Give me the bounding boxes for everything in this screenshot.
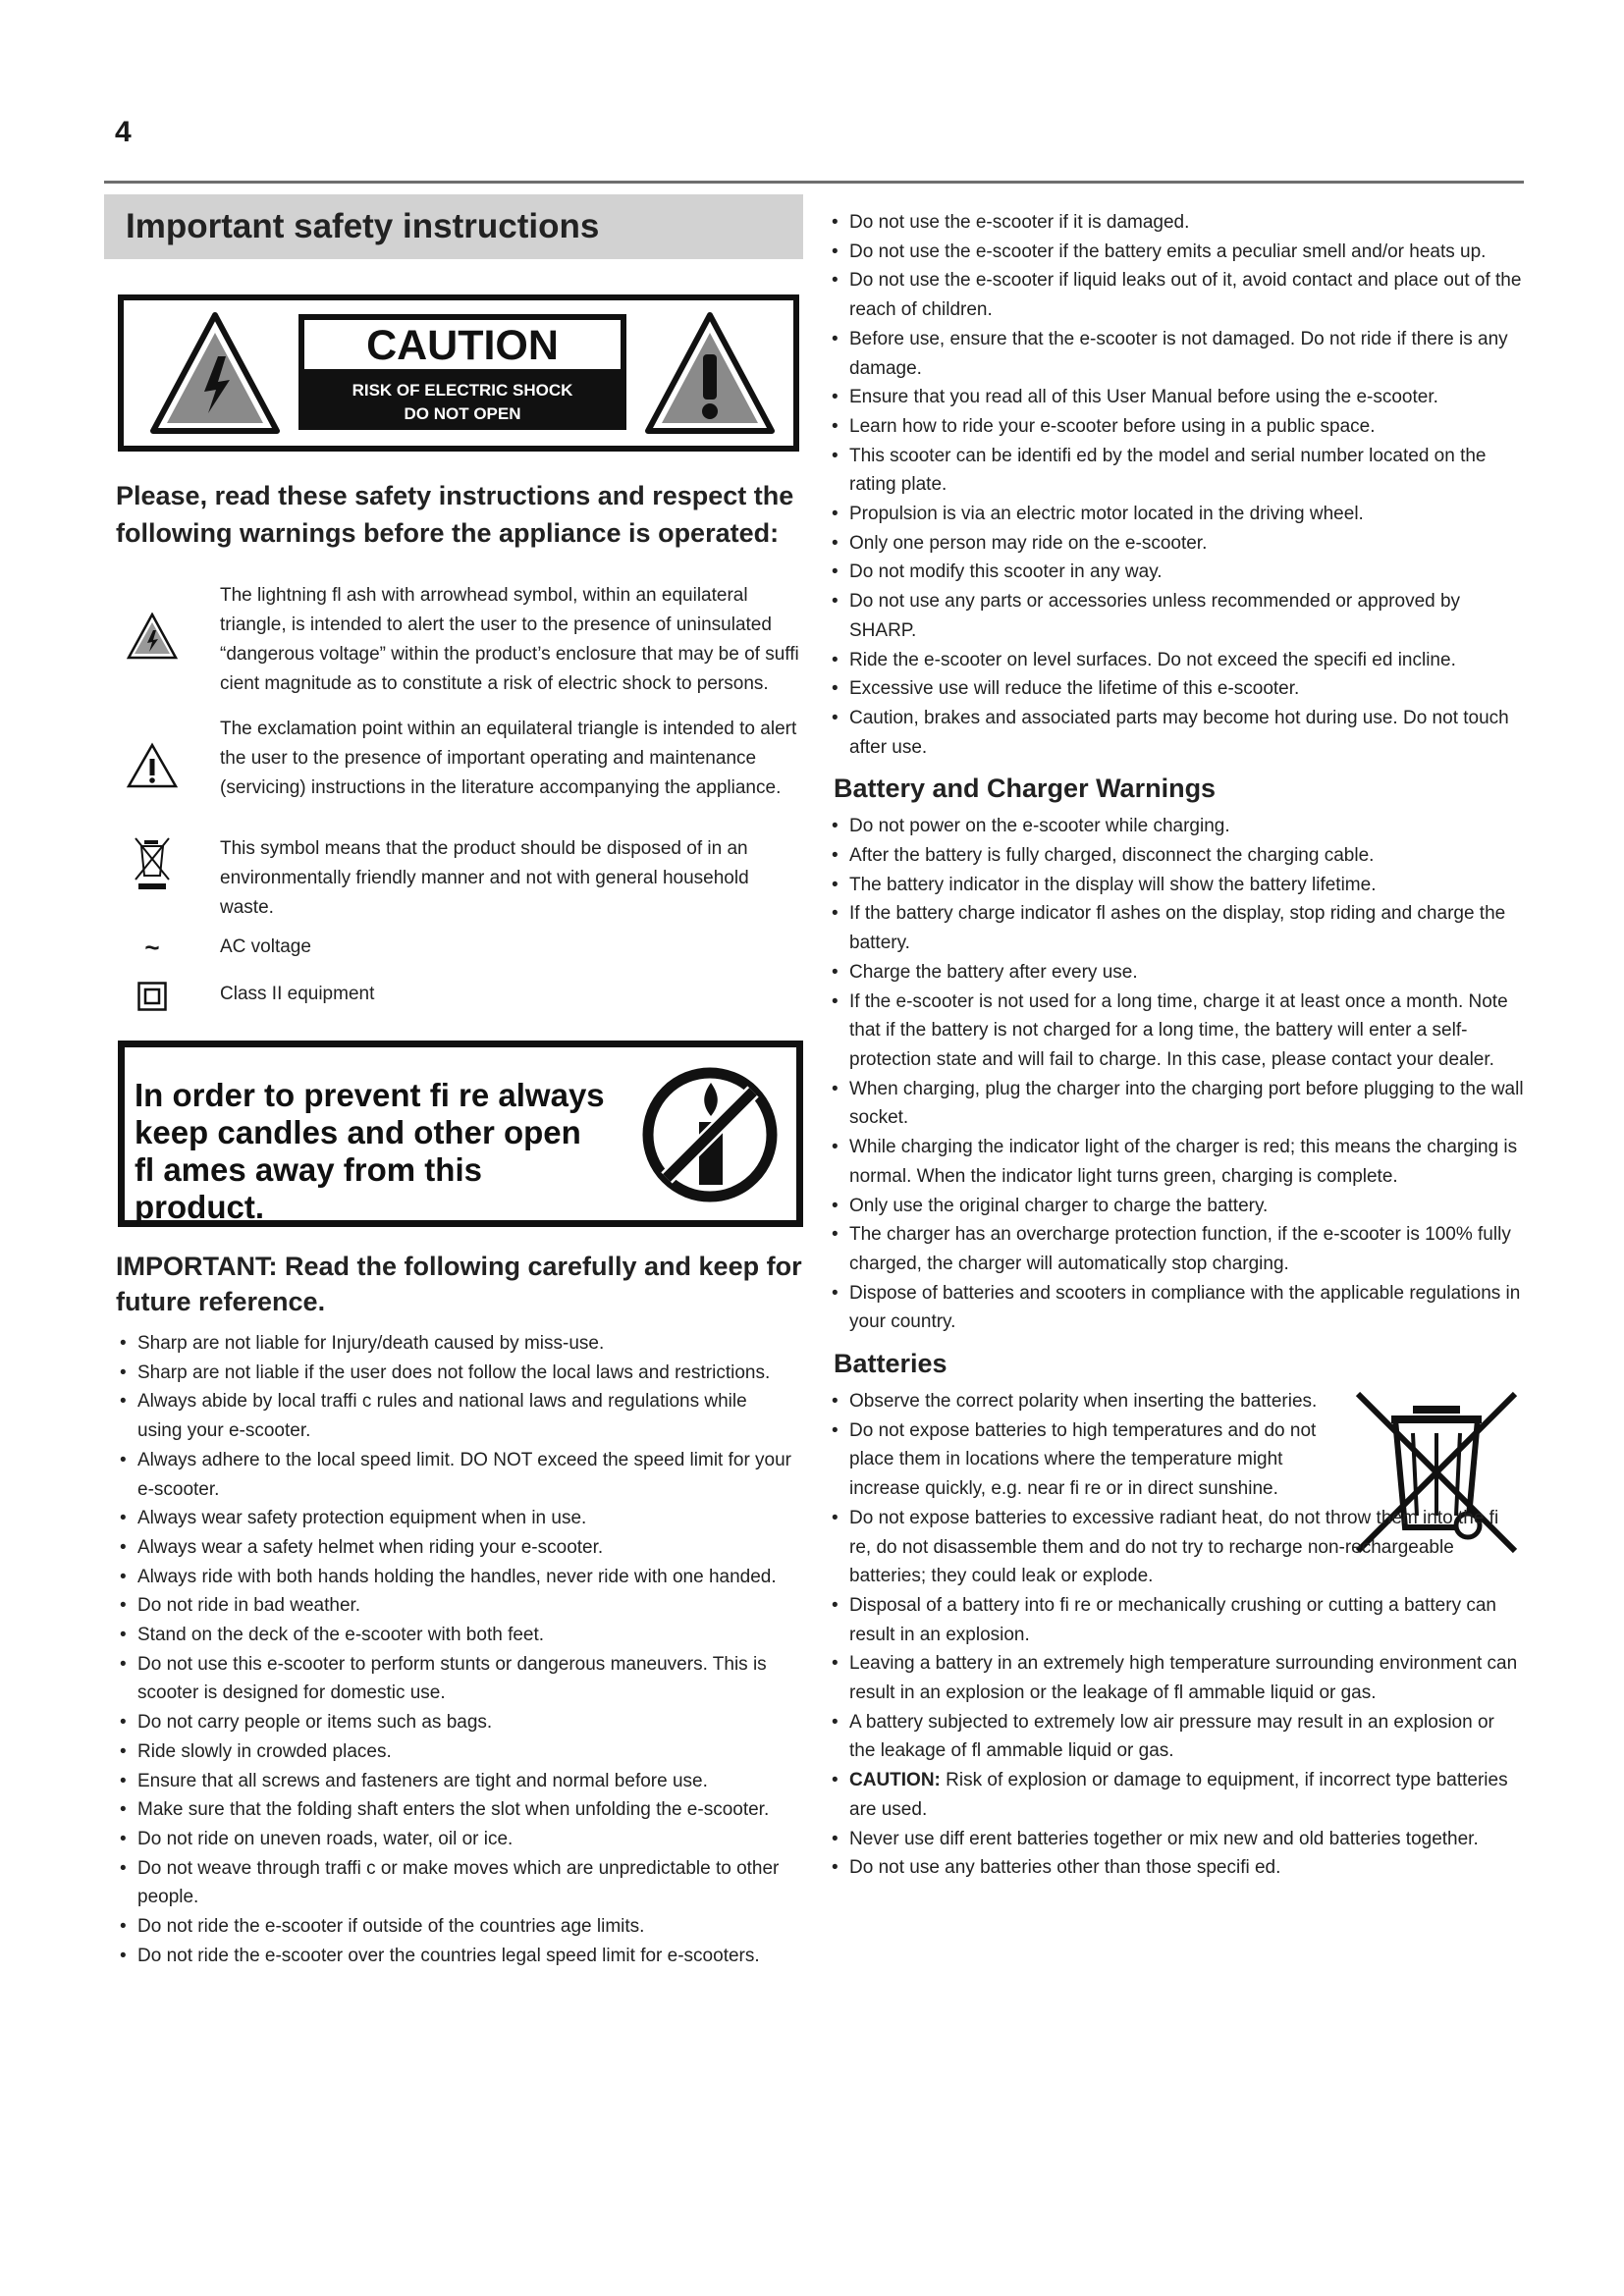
list-item: • After the battery is fully charged, disconnect the charging cable. [828, 841, 1525, 871]
list-item: • Do not weave through traffi c or make moves which are unpredictable to other people. [116, 1854, 793, 1912]
no-open-flame-icon [640, 1065, 780, 1204]
list-item: • Do not use the e-scooter if liquid leaks out of it, avoid contact and place out of the reach of children. [828, 266, 1525, 324]
caution-body-text: Risk of explosion or damage to equipment, if incorrect type batteries are used. [849, 1770, 1508, 1820]
list-item [828, 1766, 1525, 1824]
ac-voltage-icon: ~ [144, 933, 160, 962]
list-item: • Ride the e-scooter on level surfaces. Do not exceed the specifi ed incline. [828, 646, 1525, 675]
list-item: • Sharp are not liable for Injury/death caused by miss-use. [116, 1329, 793, 1359]
left-column [104, 194, 803, 1970]
list-item: • If the e-scooter is not used for a long time, charge it at least once a month. Note that if the battery is not charged for a long time, the battery will enter a self-protection state and will fail to charge. In this case, please contact your dealer. [828, 988, 1525, 1075]
list-item: • Do not use the e-scooter if it is damaged. [828, 208, 1525, 238]
page-number: 4 [115, 116, 132, 148]
list-item: • Do not carry people or items such as bags. [116, 1708, 793, 1737]
list-item: • Do not ride the e-scooter if outside of the countries age limits. [116, 1912, 793, 1942]
symbol-legend [118, 581, 803, 1019]
list-item: • When charging, plug the charger into the charging port before plugging to the wall socket. [828, 1075, 1525, 1133]
list-item: • Learn how to ride your e-scooter before using in a public space. [828, 412, 1525, 442]
crossed-bin-icon [133, 834, 172, 891]
list-item: • Do not use any parts or accessories unless recommended or approved by SHARP. [828, 587, 1525, 645]
symbol-row [118, 980, 803, 1019]
list-item: • Make sure that the folding shaft enters the slot when unfolding the e-scooter. [116, 1795, 793, 1825]
list-item: • Caution, brakes and associated parts may become hot during use. Do not touch after use. [828, 704, 1525, 762]
list-item: • Do not ride the e-scooter over the countries legal speed limit for e-scooters. [116, 1942, 793, 1971]
list-item: • Excessive use will reduce the lifetime of this e-scooter. [828, 674, 1525, 704]
batteries-heading: Batteries [834, 1349, 947, 1379]
class-ii-icon [137, 982, 167, 1011]
symbol-row [118, 834, 803, 933]
list-item: • Ensure that all screws and fasteners are tight and normal before use. [116, 1767, 793, 1796]
list-item: • Charge the battery after every use. [828, 958, 1525, 988]
top-divider [104, 181, 1524, 184]
list-item: • Always adhere to the local speed limit. DO NOT exceed the speed limit for your e-scooter. [116, 1446, 793, 1504]
symbol-row [118, 933, 803, 980]
list-item: • Ride slowly in crowded places. [116, 1737, 793, 1767]
symbol-description: Class II equipment [220, 984, 375, 1004]
batteries-list [828, 1387, 1525, 1883]
list-item: • Dispose of batteries and scooters in compliance with the applicable regulations in your country. [828, 1279, 1525, 1337]
list-item: • Stand on the deck of the e-scooter with both feet. [116, 1621, 793, 1650]
list-item: • Do not expose batteries to excessive radiant heat, do not throw them into the fi re, do not disassemble them and do not try to recharge non-rechargeable batteries; they could leak or explode. [828, 1504, 1525, 1591]
list-item: • Disposal of a battery into fi re or mechanically crushing or cutting a battery can result in an explosion. [828, 1591, 1525, 1649]
fire-warning-box [118, 1041, 803, 1227]
general-warnings-list [828, 208, 1525, 762]
important-list [116, 1329, 793, 1970]
list-item: • A battery subjected to extremely low air pressure may result in an explosion or the leakage of fl ammable liquid or gas. [828, 1708, 1525, 1766]
list-item: • The battery indicator in the display will show the battery lifetime. [828, 871, 1525, 900]
list-item: • Always abide by local traffi c rules and national laws and regulations while using your e-scooter. [116, 1387, 793, 1445]
right-column [828, 208, 1525, 1883]
list-item: • The charger has an overcharge protection function, if the e-scooter is 100% fully charged, the charger will automatically stop charging. [828, 1220, 1525, 1278]
battery-charger-heading: Battery and Charger Warnings [834, 774, 1217, 804]
fire-warning-text: In order to prevent fi re always keep candles and other open fl ames away from this product. [135, 1077, 605, 1225]
list-item: • Before use, ensure that the e-scooter is not damaged. Do not ride if there is any damage. [828, 325, 1525, 383]
list-item: • This scooter can be identifi ed by the model and serial number located on the rating plate. [828, 442, 1525, 500]
list-item: • Never use diff erent batteries together or mix new and old batteries together. [828, 1825, 1525, 1854]
list-item: • Do not power on the e-scooter while charging. [828, 812, 1525, 841]
caution-label [118, 294, 799, 452]
symbol-description: AC voltage [220, 936, 311, 957]
caution-plate [298, 314, 626, 430]
section-title: Important safety instructions [104, 194, 803, 259]
list-item: • Leaving a battery in an extremely high temperature surrounding environment can result in an explosion or the leakage of fl ammable liquid or gas. [828, 1649, 1525, 1707]
caution-word: CAUTION [304, 320, 621, 369]
list-item: • Sharp are not liable if the user does not follow the local laws and restrictions. [116, 1359, 793, 1388]
list-item: • While charging the indicator light of the charger is red; this means the charging is normal. When the indicator light turns green, charging is complete. [828, 1133, 1525, 1191]
list-item: • Always ride with both hands holding the handles, never ride with one handed. [116, 1563, 793, 1592]
list-item: • Always wear safety protection equipment when in use. [116, 1504, 793, 1533]
list-item: • Propulsion is via an electric motor located in the driving wheel. [828, 500, 1525, 529]
list-item: • Only use the original charger to charge the battery. [828, 1192, 1525, 1221]
list-item: • Always wear a safety helmet when riding your e-scooter. [116, 1533, 793, 1563]
list-item: • Do not use this e-scooter to perform stunts or dangerous maneuvers. This is scooter is designed for domestic use. [116, 1650, 793, 1708]
list-item: • If the battery charge indicator fl ashes on the display, stop riding and charge the battery. [828, 899, 1525, 957]
lightning-triangle-icon [127, 613, 178, 660]
intro-heading: Please, read these safety instructions and respect the following warnings before the appliance is operated: [116, 481, 794, 548]
symbol-row [118, 581, 803, 715]
caution-do-not-open-text: DO NOT OPEN [404, 404, 521, 423]
symbol-description: The lightning fl ash with arrowhead symbol, within an equilateral triangle, is intended to alert the user to the presence of uninsulated “dangerous voltage” within the product’s enclosure that may be of suffi cient magnitude as to constitute a risk of electric shock to persons. [220, 585, 799, 694]
list-item: • Observe the correct polarity when inserting the batteries. [828, 1387, 1525, 1416]
batteries-section [828, 1349, 1525, 1883]
list-item: • Do not use the e-scooter if the battery emits a peculiar smell and/or heats up. [828, 238, 1525, 267]
list-item: • Do not use any batteries other than those specifi ed. [828, 1853, 1525, 1883]
list-item: • Do not ride in bad weather. [116, 1591, 793, 1621]
symbol-row [118, 715, 803, 834]
list-item: • Do not expose batteries to high temperatures and do not place them in locations where the temperature might increase quickly, e.g. near fi re or in direct sunshine. [828, 1416, 1525, 1504]
list-item: • Do not modify this scooter in any way. [828, 558, 1525, 587]
symbol-description: This symbol means that the product should be disposed of in an environmentally friendly manner and not with general household waste. [220, 838, 749, 918]
list-item: • Ensure that you read all of this User Manual before using the e-scooter. [828, 383, 1525, 412]
caution-risk-text: RISK OF ELECTRIC SHOCK [352, 381, 573, 400]
important-heading: IMPORTANT: Read the following carefully and keep for future reference. [116, 1252, 802, 1316]
exclamation-triangle-icon [126, 742, 179, 789]
battery-charger-list [828, 812, 1525, 1337]
caution-label-text: CAUTION: [849, 1770, 941, 1791]
exclamation-warning-icon [644, 311, 776, 435]
symbol-description: The exclamation point within an equilateral triangle is intended to alert the user to the presence of important operating and maintenance (servicing) instructions in the literature accompanying the appliance. [220, 719, 797, 798]
electric-shock-warning-icon [149, 311, 281, 435]
list-item: • Only one person may ride on the e-scooter. [828, 529, 1525, 559]
list-item: • Do not ride on uneven roads, water, oil or ice. [116, 1825, 793, 1854]
